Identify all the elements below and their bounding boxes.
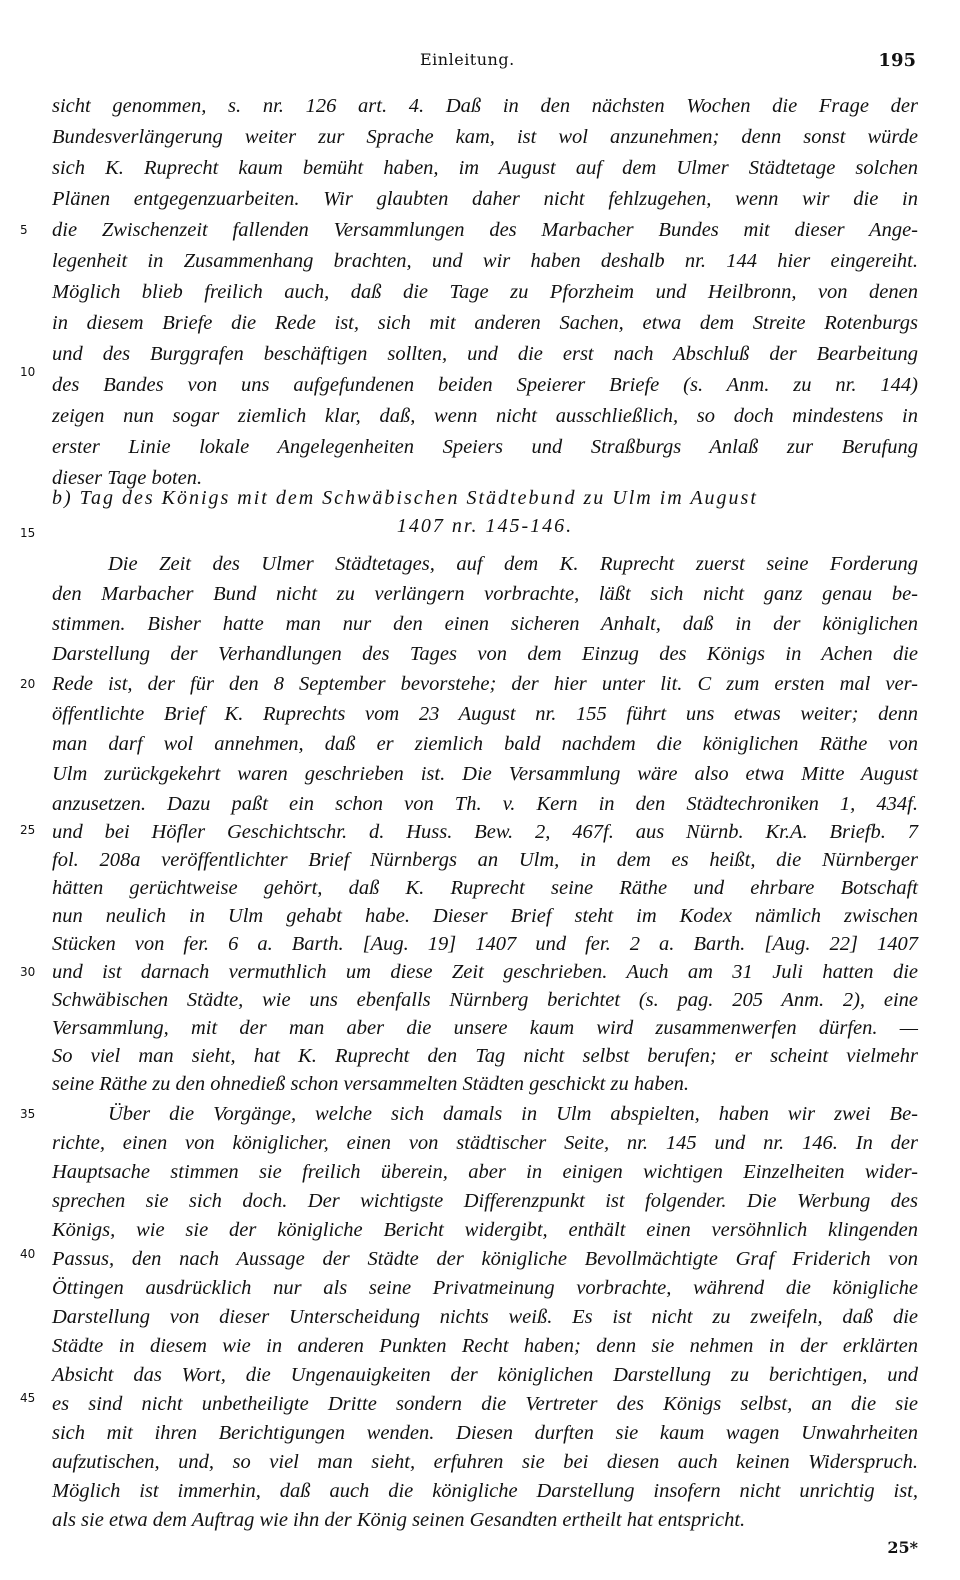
section-heading-line-1: b) Tag des Königs mit dem Schwäbischen Städtebund zu Ulm im August	[52, 487, 758, 509]
line-number: 5	[20, 223, 28, 237]
text-line: den Marbacher Bund nicht zu verlängern vorbrachte, läßt sich nicht ganz genau be-	[52, 583, 918, 605]
text-line: und des Burggrafen beschäftigen sollten, und die erst nach Abschluß der Bearbeitung	[52, 343, 918, 365]
text-line: dieser Tage boten.	[52, 467, 203, 489]
text-line: zeigen nun sogar ziemlich klar, daß, wenn nicht ausschließlich, so doch mindestens in	[52, 405, 918, 427]
text-line: fol. 208a veröffentlichter Brief Nürnbergs an Ulm, in dem es heißt, die Nürnberger	[52, 849, 918, 871]
text-line: Versammlung, mit der man aber die unsere kaum wird zusammenwerfen dürfen. —	[52, 1017, 918, 1039]
text-line: Die Zeit des Ulmer Städtetages, auf dem K. Ruprecht zuerst seine Forderung	[108, 553, 918, 575]
text-line: Stücken von fer. 6 a. Barth. [Aug. 19] 1407 und fer. 2 a. Barth. [Aug. 22] 1407	[52, 933, 918, 955]
text-line: öffentlichte Brief K. Ruprechts vom 23 August nr. 155 führt uns etwas weiter; denn	[52, 703, 918, 725]
section-heading-line-2: 1407 nr. 145-146.	[396, 515, 574, 537]
text-line: des Bandes von uns aufgefundenen beiden Speierer Briefe (s. Anm. zu nr. 144)	[52, 374, 918, 396]
line-number: 10	[20, 365, 36, 379]
text-line: stimmen. Bisher hatte man nur den einen sicheren Anhalt, daß in der königlichen	[52, 613, 918, 635]
text-line: Königs, wie sie der königliche Bericht widergibt, enthält einen versöhnlich klingenden	[52, 1219, 918, 1241]
line-number: 40	[20, 1247, 36, 1261]
text-line: erster Linie lokale Angelegenheiten Speiers und Straßburgs Anlaß zur Berufung	[52, 436, 918, 458]
text-line: als sie etwa dem Auftrag wie ihn der König seinen Gesandten ertheilt hat entspricht.	[52, 1509, 746, 1531]
line-number: 30	[20, 965, 36, 979]
text-line: und ist darnach vermuthlich um diese Zeit geschrieben. Auch am 31 Juli hatten die	[52, 961, 918, 983]
text-line: die Zwischenzeit fallenden Versammlungen des Marbacher Bundes mit dieser Ange-	[52, 219, 918, 241]
line-number: 35	[20, 1107, 36, 1121]
text-line: aufzutischen, und, so viel man sieht, erfuhren sie bei diesen auch keinen Widerspruch.	[52, 1451, 918, 1473]
text-line: Möglich ist immerhin, daß auch die königliche Darstellung insofern nicht unrichtig ist,	[52, 1480, 918, 1502]
line-number: 45	[20, 1391, 36, 1405]
line-number: 20	[20, 677, 36, 691]
text-line: So viel man sieht, hat K. Ruprecht den Tag nicht selbst berufen; er scheint vielmehr	[52, 1045, 918, 1067]
text-line: seine Räthe zu den ohnedieß schon versammelten Städten geschickt zu haben.	[52, 1073, 690, 1095]
text-line: Darstellung von dieser Unterscheidung nichts weiß. Es ist nicht zu zweifeln, daß die	[52, 1306, 918, 1328]
line-number: 25	[20, 823, 36, 837]
text-line: Darstellung der Verhandlungen des Tages von dem Einzug des Königs in Achen die	[52, 643, 918, 665]
page-header	[0, 50, 960, 74]
text-line: hätten gerüchtweise gehört, daß K. Ruprecht seine Räthe und ehrbare Botschaft	[52, 877, 918, 899]
text-line: Hauptsache stimmen sie freilich überein, aber in einigen wichtigen Einzelheiten wider-	[52, 1161, 918, 1183]
text-line: Rede ist, der für den 8 September bevorstehe; der hier unter lit. C zum ersten mal ver-	[52, 673, 918, 695]
text-line: Städte in diesem wie in anderen Punkten Recht haben; denn sie nehmen in der erklärten	[52, 1335, 918, 1357]
printer-signature: 25*	[887, 1538, 918, 1557]
text-line: man darf wol annehmen, daß er ziemlich bald nachdem die königlichen Räthe von	[52, 733, 918, 755]
text-line: sich K. Ruprecht kaum bemüht haben, im August auf dem Ulmer Städtetage solchen	[52, 157, 918, 179]
text-line: Öttingen ausdrücklich nur als seine Privatmeinung vorbrachte, während die königliche	[52, 1277, 918, 1299]
text-line: in diesem Briefe die Rede ist, sich mit anderen Sachen, etwa dem Streite Rotenburgs	[52, 312, 918, 334]
text-line: sprechen sie sich doch. Der wichtigste Differenzpunkt ist folgender. Die Werbung des	[52, 1190, 918, 1212]
text-line: Plänen entgegenzuarbeiten. Wir glaubten daher nicht fehlzugehen, wenn wir die in	[52, 188, 918, 210]
page-number: 195	[878, 50, 916, 71]
text-line: sicht genommen, s. nr. 126 art. 4. Daß in den nächsten Wochen die Frage der	[52, 95, 918, 117]
running-title: Einleitung.	[420, 50, 515, 69]
text-line: Möglich blieb freilich auch, daß die Tage zu Pforzheim und Heilbronn, von denen	[52, 281, 918, 303]
text-line: richte, einen von königlicher, einen von städtischer Seite, nr. 145 und nr. 146. In der	[52, 1132, 918, 1154]
text-line: Schwäbischen Städte, wie uns ebenfalls Nürnberg berichtet (s. pag. 205 Anm. 2), eine	[52, 989, 918, 1011]
text-line: Bundesverlängerung weiter zur Sprache kam, ist wol anzunehmen; denn sonst würde	[52, 126, 918, 148]
text-line: sich mit ihren Berichtigungen wenden. Diesen durften sie kaum wagen Unwahrheiten	[52, 1422, 918, 1444]
text-line: nun neulich in Ulm gehabt habe. Dieser Brief steht im Kodex nämlich zwischen	[52, 905, 918, 927]
text-line: Absicht das Wort, die Ungenauigkeiten der königlichen Darstellung zu berichtigen, und	[52, 1364, 918, 1386]
text-line: legenheit in Zusammenhang brachten, und wir haben deshalb nr. 144 hier eingereiht.	[52, 250, 918, 272]
text-line: Passus, den nach Aussage der Städte der königliche Bevollmächtigte Graf Friderich von	[52, 1248, 918, 1270]
text-line: Ulm zurückgekehrt waren geschrieben ist. Die Versammlung wäre also etwa Mitte August	[52, 763, 918, 785]
text-line: Über die Vorgänge, welche sich damals in Ulm abspielten, haben wir zwei Be-	[108, 1103, 918, 1125]
text-line: anzusetzen. Dazu paßt ein schon von Th. v. Kern in den Städtechroniken 1, 434f.	[52, 793, 918, 815]
text-line: und bei Höfler Geschichtschr. d. Huss. Bew. 2, 467f. aus Nürnb. Kr.A. Briefb. 7	[52, 821, 918, 843]
text-line: es sind nicht unbetheiligte Dritte sondern die Vertreter des Königs selbst, an die sie	[52, 1393, 918, 1415]
line-number: 15	[20, 526, 36, 540]
